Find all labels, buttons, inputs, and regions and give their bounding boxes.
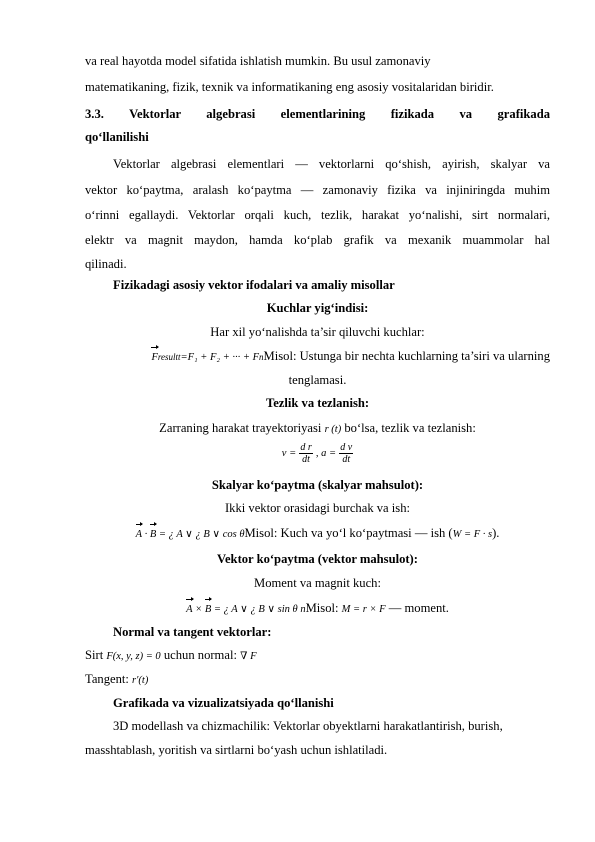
- scalar-formula-row: A · B = ¿ A ∨ ¿ B ∨ cos θMisol: Kuch va yo‘l ko‘paytmasi — ish (W = F · s).: [85, 523, 550, 545]
- main-paragraph-line-2: vektor ko‘paytma, aralash ko‘paytma — zamonaviy fizika va injiniringda muhim: [85, 183, 550, 197]
- forces-formula: Fresultt=F₁ + F₂ + ··· + Fn: [151, 352, 263, 363]
- forces-example: Misol: Ustunga bir nechta kuchlarning ta’siri va ularning: [263, 349, 550, 363]
- graphics-title: Grafikada va vizualizatsiyada qo‘llanishi: [113, 696, 334, 710]
- section-title-line-1: Vektorlar algebrasi elementlarining fizikada va grafikada: [129, 107, 550, 121]
- vector-product-formula: A × B = ¿ A ∨ ¿ B ∨ sin θ n: [186, 604, 306, 615]
- intro-line-2: matematikaning, fizik, texnik va informatikaning eng asosiy vositalaridan biridir.: [85, 80, 494, 94]
- main-paragraph-line-1: Vektorlar algebrasi elementlari — vektorlarni qo‘shish, ayirish, skalyar va: [113, 157, 550, 171]
- section-heading: [85, 104, 550, 124]
- trajectory-formula: r (t): [324, 424, 342, 435]
- vector-product-example: Misol:: [305, 601, 339, 615]
- main-paragraph-line-5: qilinadi.: [85, 257, 127, 271]
- moment-formula: M = r × F: [341, 604, 386, 615]
- scalar-example: Misol: Kuch va yo‘l ko‘paytmasi — ish (: [244, 526, 453, 540]
- vector-product-description: Moment va magnit kuch:: [254, 576, 381, 590]
- vector-product-title: Vektor ko‘paytma (vektor mahsulot):: [217, 552, 418, 566]
- velocity-title: Tezlik va tezlanish:: [265, 396, 370, 410]
- normal-title: Normal va tangent vektorlar:: [113, 625, 272, 639]
- scalar-formula: A · B = ¿ A ∨ ¿ B ∨ cos θ: [136, 529, 245, 540]
- scalar-title: Skalyar ko‘paytma (skalyar mahsulot):: [211, 478, 424, 492]
- section-number: 3.3.: [85, 107, 104, 121]
- gradient-formula: ∇ F: [240, 651, 257, 662]
- forces-title: Kuchlar yig‘indisi:: [266, 301, 369, 315]
- physics-heading: Fizikadagi asosiy vektor ifodalari va amaliy misollar: [113, 278, 395, 292]
- section-title-line-2: qo‘llanilishi: [85, 130, 149, 144]
- forces-description: Har xil yo‘nalishda ta’sir qiluvchi kuchlar:: [210, 325, 425, 339]
- work-formula: W = F · s: [452, 529, 493, 540]
- velocity-description: Zarraning harakat trayektoriyasi r (t) bo‘lsa, tezlik va tezlanish:: [159, 421, 476, 435]
- intro-line-1: va real hayotda model sifatida ishlatish mumkin. Bu usul zamonaviy: [85, 54, 431, 68]
- velocity-fraction: $\frac{\text{d r}}{dt}$: [300, 441, 312, 465]
- tangent-formula: r′(t): [132, 675, 149, 686]
- acceleration-fraction: $\frac{\text{d v}}{dt}$: [340, 441, 353, 465]
- main-paragraph-line-3: o‘rinni egallaydi. Vektorlar orqali kuch, tezlik, harakat yo‘nalishi, sirt normalari,: [85, 208, 550, 222]
- surface-formula: F(x, y, z) = 0: [106, 651, 161, 662]
- graphics-line-2: masshtablash, yoritish va sirtlarni bo‘yash uchun ishlatiladi.: [85, 743, 388, 757]
- forces-formula-row: [85, 346, 550, 368]
- main-paragraph-line-4: elektr va magnit maydon, hamda ko‘plab grafik va mexanik muammolar hal: [85, 233, 550, 247]
- tangent-row: Tangent: r′(t): [85, 672, 149, 686]
- vector-product-formula-row: A × B = ¿ A ∨ ¿ B ∨ sin θ nMisol: M = r × F — moment.: [85, 598, 550, 620]
- velocity-formula: v = $\frac{\text{d r}}{dt}$ , a = $\frac{\text{d v}}{dt}$: [281, 441, 353, 465]
- scalar-description: Ikki vektor orasidagi burchak va ish:: [224, 501, 410, 515]
- sirt-row: Sirt F(x, y, z) = 0 uchun normal: ∇ F: [85, 648, 257, 662]
- graphics-line-1: 3D modellash va chizmachilik: Vektorlar obyektlarni harakatlantirish, burish,: [113, 719, 503, 733]
- forces-example-cont: tenglamasi.: [288, 373, 347, 387]
